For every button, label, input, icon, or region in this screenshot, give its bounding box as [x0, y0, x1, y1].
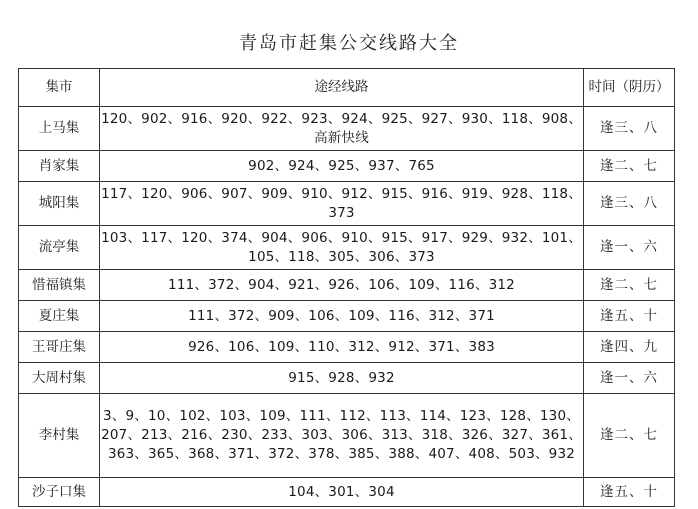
market-name: 城阳集 [19, 182, 100, 226]
table-row [19, 301, 675, 332]
market-name: 李村集 [19, 394, 100, 478]
header-routes: 途经线路 [100, 69, 584, 107]
market-days: 逢五、十 [584, 478, 675, 507]
table-row [19, 270, 675, 301]
route-list: 120、902、916、920、922、923、924、925、927、930、118、908、高新快线 [100, 107, 584, 151]
route-list: 902、924、925、937、765 [100, 151, 584, 182]
table-row [19, 332, 675, 363]
market-name: 肖家集 [19, 151, 100, 182]
table-row [19, 107, 675, 151]
market-days: 逢二、七 [584, 151, 675, 182]
market-name: 沙子口集 [19, 478, 100, 507]
market-name: 上马集 [19, 107, 100, 151]
market-name: 惜福镇集 [19, 270, 100, 301]
bus-route-table [18, 68, 675, 507]
table-row [19, 478, 675, 507]
route-list: 3、9、10、102、103、109、111、112、113、114、123、128、130、207、213、216、230、233、303、306、313、318、326、327、361、363、365、368、371、372、378、385、388、407、408、503、932 [100, 394, 584, 478]
route-list: 915、928、932 [100, 363, 584, 394]
route-list: 104、301、304 [100, 478, 584, 507]
market-days: 逢一、六 [584, 363, 675, 394]
market-name: 流亭集 [19, 226, 100, 270]
header-market: 集市 [19, 69, 100, 107]
market-name: 大周村集 [19, 363, 100, 394]
route-list: 111、372、904、921、926、106、109、116、312 [100, 270, 584, 301]
route-list: 926、106、109、110、312、912、371、383 [100, 332, 584, 363]
market-days: 逢二、七 [584, 270, 675, 301]
route-list: 111、372、909、106、109、116、312、371 [100, 301, 584, 332]
market-name: 王哥庄集 [19, 332, 100, 363]
market-days: 逢三、八 [584, 182, 675, 226]
table-header-row [19, 69, 675, 107]
route-list: 103、117、120、374、904、906、910、915、917、929、932、101、105、118、305、306、373 [100, 226, 584, 270]
table-row [19, 394, 675, 478]
table-row [19, 182, 675, 226]
header-time: 时间（阴历） [584, 69, 675, 107]
table-row [19, 363, 675, 394]
market-days: 逢五、十 [584, 301, 675, 332]
market-name: 夏庄集 [19, 301, 100, 332]
route-list: 117、120、906、907、909、910、912、915、916、919、928、118、373 [100, 182, 584, 226]
document-title: 青岛市赶集公交线路大全 [239, 33, 459, 54]
table-row [19, 151, 675, 182]
market-days: 逢一、六 [584, 226, 675, 270]
market-days: 逢三、八 [584, 107, 675, 151]
table-row [19, 226, 675, 270]
market-days: 逢四、九 [584, 332, 675, 363]
market-days: 逢二、七 [584, 394, 675, 478]
